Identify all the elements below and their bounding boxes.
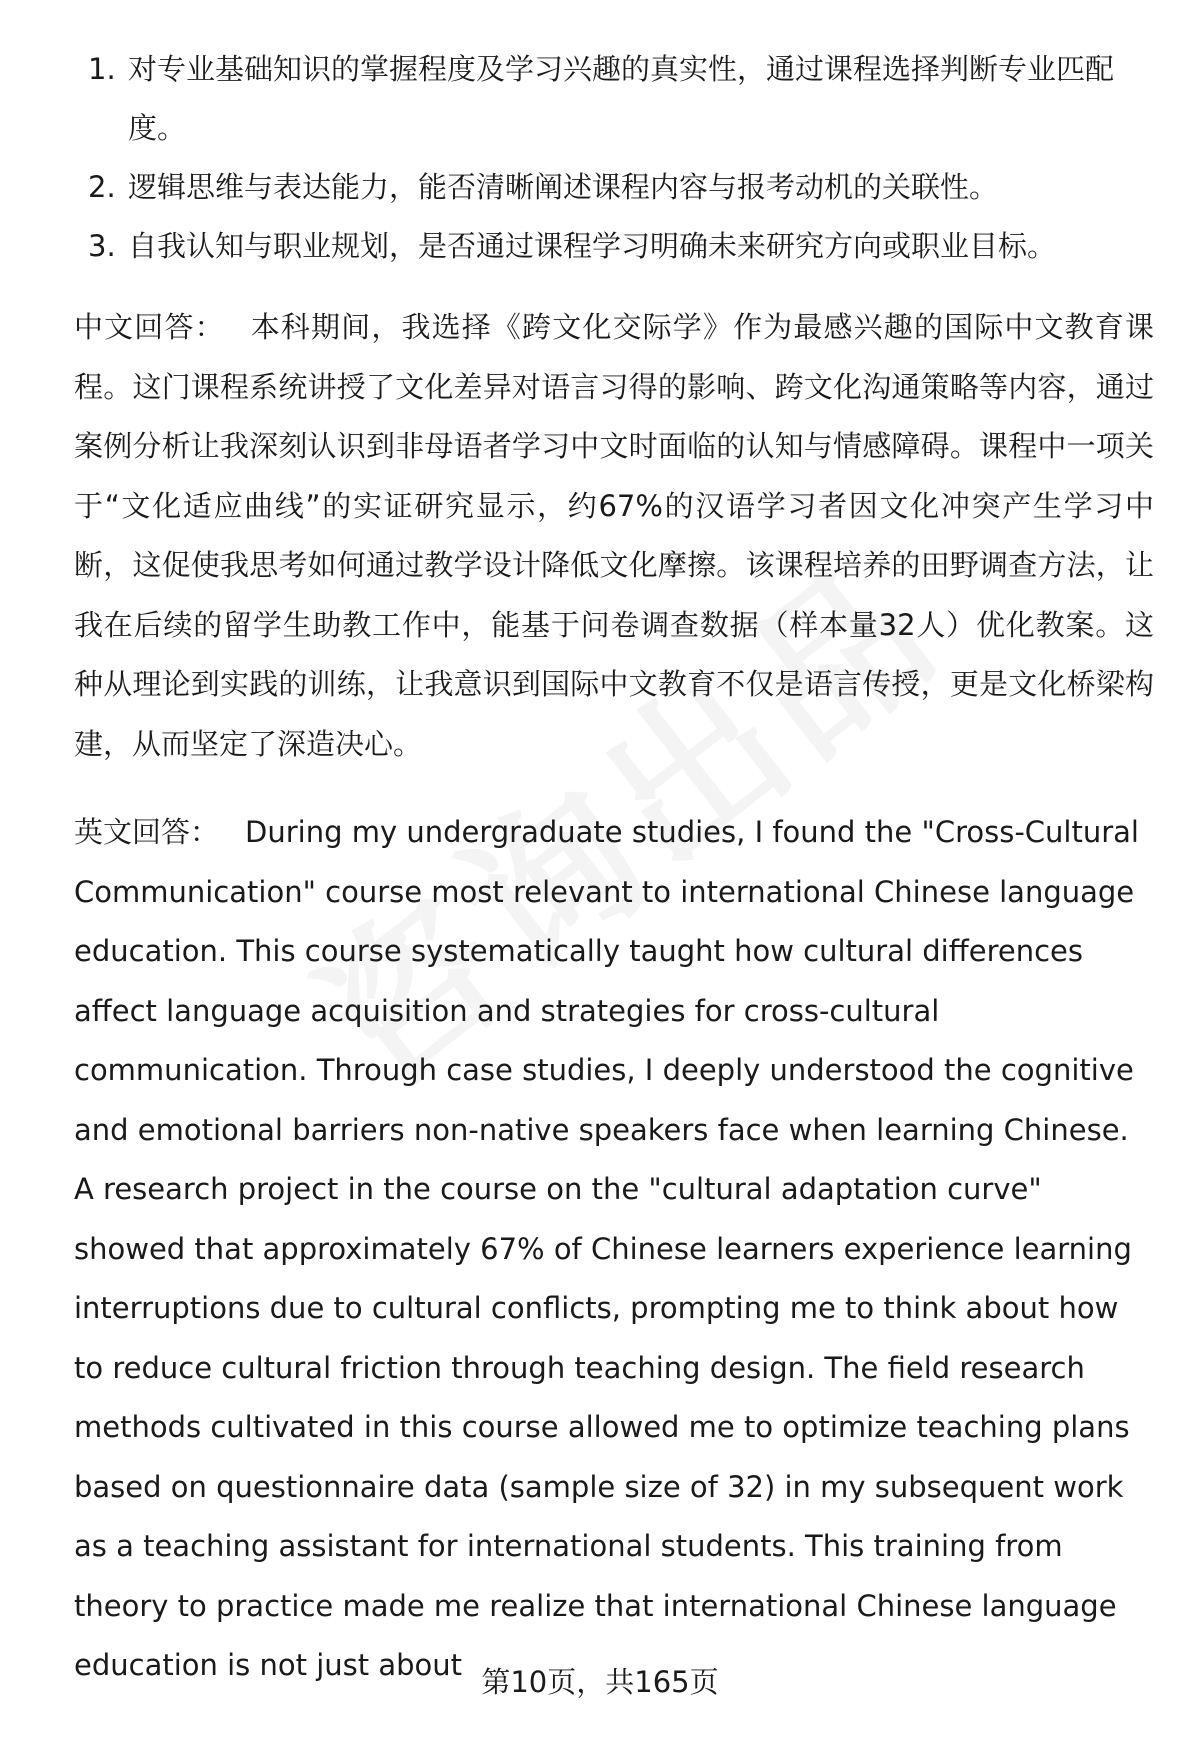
chinese-answer-text: 本科期间，我选择《跨文化交际学》作为最感兴趣的国际中文教育课程。这门课程系统讲授了文化差异对语言习得的影响、跨文化沟通策略等内容，通过案例分析让我深刻认识到非母语者学习中文时面临的认知与情感障碍。课程中一项关于“文化适应曲线”的实证研究显示，约67%的汉语学习者因文化冲突产生学习中断，这促使我思考如何通过教学设计降低文化摩擦。该课程培养的田野调查方法，让我在后续的留学生助教工作中，能基于问卷调查数据（样本量32人）优化教案。这种从理论到实践的训练，让我意识到国际中文教育不仅是语言传授，更是文化桥梁构建，从而坚定了深造决心。 bbox=[74, 310, 1154, 761]
list-item bbox=[74, 158, 1154, 217]
list-item bbox=[74, 40, 1154, 158]
list-item bbox=[74, 217, 1154, 276]
chinese-answer-paragraph bbox=[74, 298, 1154, 774]
list-item-number: 2. bbox=[88, 170, 116, 204]
english-answer-label: 英文回答： bbox=[74, 815, 220, 849]
evaluation-criteria-list bbox=[74, 40, 1154, 276]
english-answer-text: During my undergraduate studies, I found the "Cross-Cultural Communication" course most relevant to international Chinese language education. This course systematically taught how cultural differences affect language acquisition and strategies for cross-cultural communication. Through case studies, I deeply understood the cognitive and emotional barriers non-native speakers face when learning Chinese. A research project in the course on the "cultural adaptation curve" showed that approximately 67% of Chinese learners experience learning interruptions due to cultural conflicts, prompting me to think about how to reduce cultural friction through teaching design. The field research methods cultivated in this course allowed me to optimize teaching plans based on questionnaire data (sample size of 32) in my subsequent work as a teaching assistant for international students. This training from theory to practice made me realize that international Chinese language education is not just about bbox=[74, 815, 1139, 1682]
document-body bbox=[74, 40, 1154, 1725]
list-item-text: 对专业基础知识的掌握程度及学习兴趣的真实性，通过课程选择判断专业匹配度。 bbox=[128, 52, 1115, 145]
page-number: 第10页，共165页 bbox=[481, 1665, 719, 1699]
list-item-number: 1. bbox=[88, 52, 116, 86]
list-item-text: 自我认知与职业规划，是否通过课程学习明确未来研究方向或职业目标。 bbox=[128, 229, 1057, 263]
english-answer-paragraph bbox=[74, 803, 1154, 1696]
list-item-number: 3. bbox=[88, 229, 116, 263]
chinese-answer-label: 中文回答： bbox=[74, 310, 225, 344]
page-footer bbox=[0, 1662, 1200, 1702]
list-item-text: 逻辑思维与表达能力，能否清晰阐述课程内容与报考动机的关联性。 bbox=[128, 170, 999, 204]
